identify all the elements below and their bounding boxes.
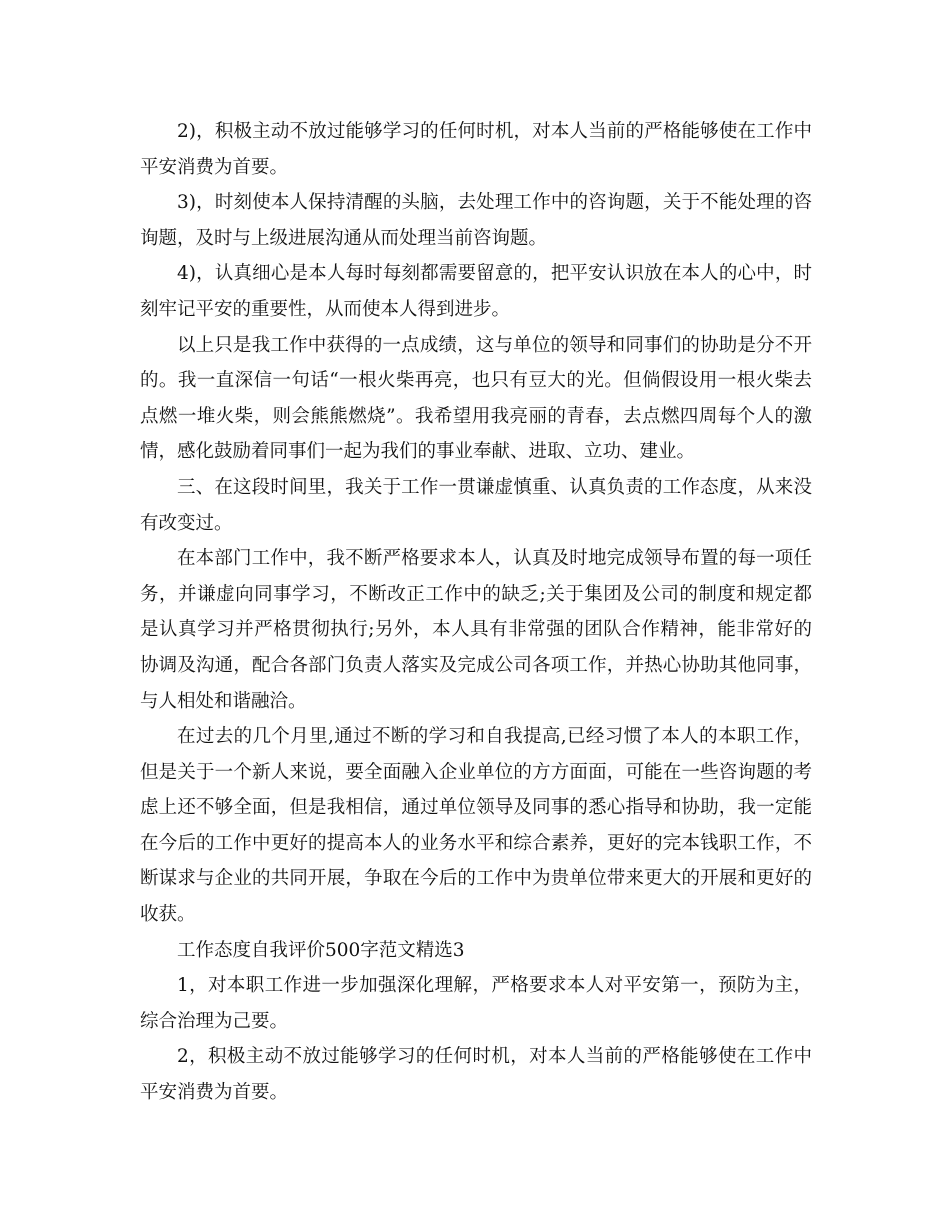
paragraph-item-2: 2)，积极主动不放过能够学习的任何时机，对本人当前的严格能够使在工作中平安消费为首要。 bbox=[140, 121, 812, 178]
paragraph-past-months: 在过去的几个月里,通过不断的学习和自我提高,已经习惯了本人的本职工作，但是关于一个新人来说，要全面融入企业单位的方方面面，可能在一些咨询题的考虑上还不够全面，但是我相信，通过单位领导及同事的悉心指导和协助，我一定能在今后的工作中更好的提高本人的业务水平和综合素养，更好的完本钱职工作，不断谋求与企业的共同开展，争取在今后的工作中为贵单位带来更大的开展和更好的收获。 bbox=[140, 726, 812, 926]
document-body bbox=[140, 114, 812, 1111]
paragraph-item-1: 1，对本职工作进一步加强深化理解，严格要求本人对平安第一，预防为主，综合治理为己要。 bbox=[140, 975, 812, 1032]
paragraph-achievements: 以上只是我工作中获得的一点成绩，这与单位的领导和同事们的协助是分不开的。我一直深信一句话“一根火柴再亮，也只有豆大的光。但倘假设用一根火柴去点燃一堆火柴，则会熊熊燃烧”。我希望用我亮丽的青春，去点燃四周每个人的激情，感化鼓励着同事们一起为我们的事业奉献、进取、立功、建业。 bbox=[140, 334, 812, 463]
paragraph-item-4: 4)，认真细心是本人每时每刻都需要留意的，把平安认识放在本人的心中，时刻牢记平安的重要性，从而使本人得到进步。 bbox=[140, 263, 812, 320]
paragraph-department-work: 在本部门工作中，我不断严格要求本人，认真及时地完成领导布置的每一项任务，并谦虚向同事学习，不断改正工作中的缺乏;关于集团及公司的制度和规定都是认真学习并严格贯彻执行;另外，本人具有非常强的团队合作精神，能非常好的协调及沟通，配合各部门负责人落实及完成公司各项工作，并热心协助其他同事，与人相处和谐融洽。 bbox=[140, 548, 812, 712]
paragraph-item-3: 3)，时刻使本人保持清醒的头脑，去处理工作中的咨询题，关于不能处理的咨询题，及时与上级进展沟通从而处理当前咨询题。 bbox=[140, 192, 812, 249]
section-heading: 工作态度自我评价500字范文精选3 bbox=[177, 939, 465, 961]
paragraph-item-2-repeat: 2，积极主动不放过能够学习的任何时机，对本人当前的严格能够使在工作中平安消费为首要。 bbox=[140, 1046, 812, 1104]
paragraph-section-three: 三、在这段时间里，我关于工作一贯谦虚慎重、认真负责的工作态度，从来没有改变过。 bbox=[140, 476, 812, 534]
